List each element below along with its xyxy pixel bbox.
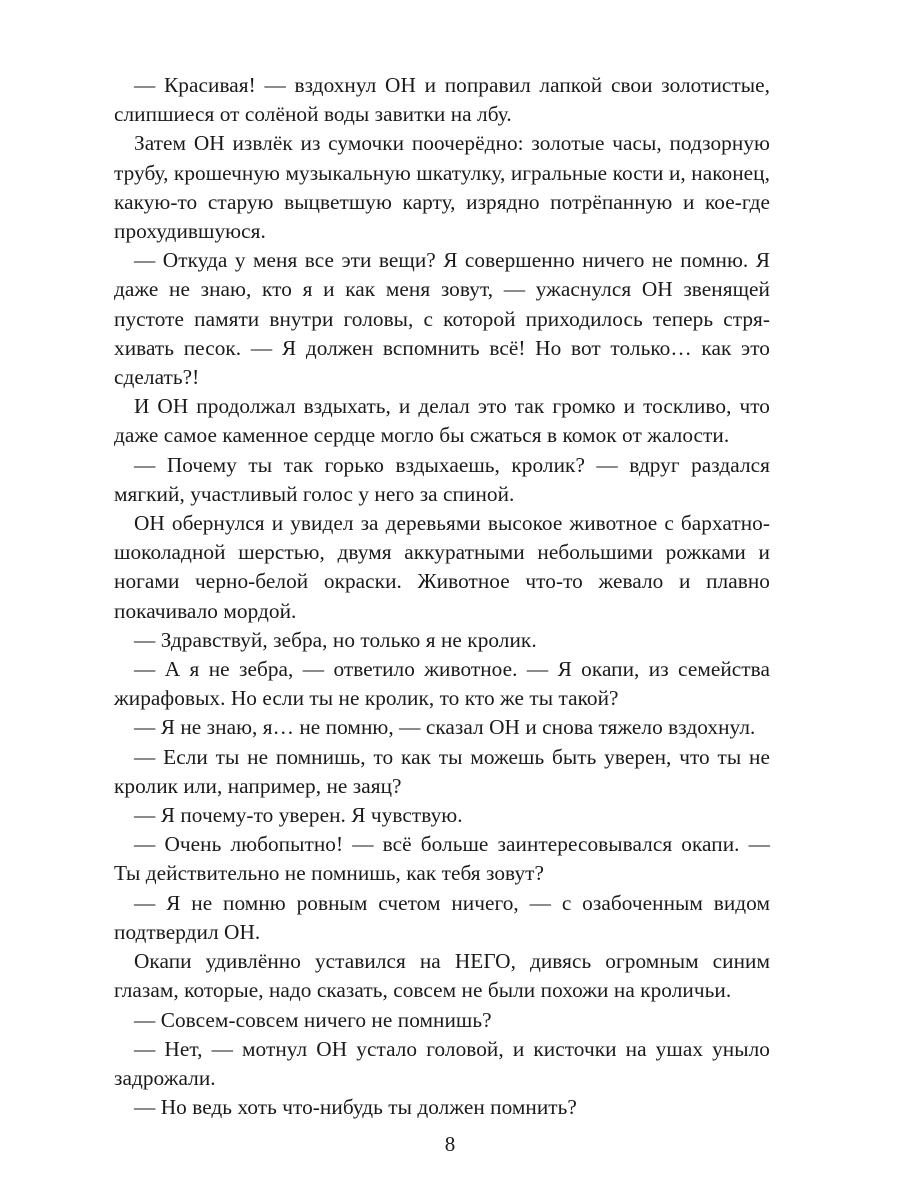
paragraph: — Откуда у меня все эти вещи? Я совершенно ничего не помню. Я даже не знаю, кто я и как меня зовут, — ужаснулся ОН звенящей пустоте памяти внутри головы, с которой приходилось теперь стряхивать песок. — Я должен вспомнить всё! Но вот только… как это сделать?! <box>114 248 770 390</box>
paragraph: Затем ОН извлёк из сумочки поочерёдно: золотые часы, подзорную трубу, крошечную музыкальную шкатулку, игральные кости и, наконец, какую-то старую выцветшую карту, изрядно потрёпанную и кое-где прохудившуюся. <box>114 131 770 244</box>
paragraph: — Я не помню ровным счетом ничего, — с озабоченным видом подтвердил ОН. <box>114 890 770 944</box>
paragraph: — А я не зебра, — ответило животное. — Я окапи, из семейства жирафовых. Но если ты не кролик, то кто же ты такой? <box>114 657 770 711</box>
paragraph: — Здравствуй, зебра, но только я не кролик. <box>134 627 537 652</box>
paragraph: — Я не знаю, я… не помню, — сказал ОН и снова тяжело вздохнул. <box>134 715 756 740</box>
paragraph: ОН обернулся и увидел за деревьями высокое животное с бархатно-шоколадной шерстью, двумя аккуратными небольшими рожками и ногами черно-белой окраски. Животное что-то жевало и плавно покачивало мордой. <box>114 511 770 623</box>
paragraph: — Совсем-совсем ничего не помнишь? <box>134 1007 492 1032</box>
paragraph: — Но ведь хоть что-нибудь ты должен помнить? <box>134 1095 577 1120</box>
paragraph: — Очень любопытно! — всё больше заинтересовывался окапи. — Ты действительно не помнишь, как тебя зовут? <box>114 832 770 886</box>
body-text <box>114 71 770 1122</box>
paragraph: Окапи удивлённо уставился на НЕГО, дивясь огромным синим глазам, которые, надо сказать, совсем не были похожи на кроличьи. <box>114 949 770 1003</box>
paragraph: — Нет, — мотнул ОН устало головой, и кисточки на ушах уныло задрожали. <box>114 1036 770 1090</box>
paragraph: — Я почему-то уверен. Я чувствую. <box>134 803 463 828</box>
paragraph: — Если ты не помнишь, то как ты можешь быть уверен, что ты не кролик или, например, не заяц? <box>114 744 770 798</box>
paragraph: — Почему ты так горько вздыхаешь, кролик? — вдруг раздался мягкий, участливый голос у него за спиной. <box>114 452 770 506</box>
paragraph: И ОН продолжал вздыхать, и делал это так громко и тоскливо, что даже самое каменное сердце могло бы сжаться в комок от жалости. <box>114 394 770 448</box>
paragraph: — Красивая! — вздохнул ОН и поправил лапкой свои золотистые, слипшиеся от солёной воды завитки на лбу. <box>114 73 770 127</box>
page-number: 8 <box>444 1132 456 1156</box>
